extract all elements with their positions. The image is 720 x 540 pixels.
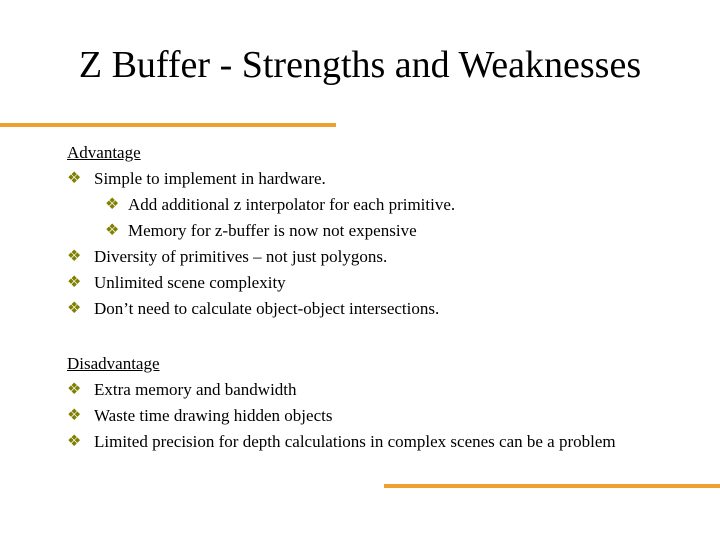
advantage-item-text: Unlimited scene complexity [94, 273, 286, 292]
diamond-bullet-icon: ❖ [67, 170, 82, 187]
advantage-item [67, 244, 687, 270]
advantage-subitem [67, 192, 687, 218]
disadvantage-item [67, 377, 687, 403]
diamond-bullet-icon: ❖ [67, 407, 82, 424]
advantage-item [67, 296, 687, 322]
advantage-item [67, 166, 687, 192]
advantage-section [67, 140, 687, 322]
diamond-bullet-icon: ❖ [67, 300, 82, 317]
disadvantage-item-text: Limited precision for depth calculations in complex scenes can be a problem [94, 432, 616, 451]
advantage-item-text: Diversity of primitives – not just polygons. [94, 247, 388, 266]
diamond-bullet-icon: ❖ [67, 381, 82, 398]
disadvantage-section [67, 351, 687, 453]
advantage-item-text: Simple to implement in hardware. [94, 169, 326, 188]
diamond-bullet-icon: ❖ [105, 222, 120, 239]
diamond-bullet-icon: ❖ [67, 433, 82, 450]
disadvantage-heading: Disadvantage [67, 354, 160, 373]
advantage-item-text: Don’t need to calculate object-object intersections. [94, 299, 440, 318]
disadvantage-item [67, 403, 687, 429]
diamond-bullet-icon: ❖ [105, 196, 120, 213]
advantage-subitem-text: Memory for z-buffer is now not expensive [128, 221, 417, 240]
diamond-bullet-icon: ❖ [67, 248, 82, 265]
advantage-item [67, 270, 687, 296]
advantage-subitem [67, 218, 687, 244]
advantage-subitem-text: Add additional z interpolator for each primitive. [128, 195, 456, 214]
diamond-bullet-icon: ❖ [67, 274, 82, 291]
disadvantage-item [67, 429, 687, 453]
disadvantage-item-text: Extra memory and bandwidth [94, 380, 297, 399]
disadvantage-item-text: Waste time drawing hidden objects [94, 406, 333, 425]
advantage-heading: Advantage [67, 143, 141, 162]
bottom-accent-rule [384, 484, 720, 488]
slide-title: Z Buffer - Strengths and Weaknesses [78, 44, 642, 86]
top-accent-rule [0, 123, 336, 127]
